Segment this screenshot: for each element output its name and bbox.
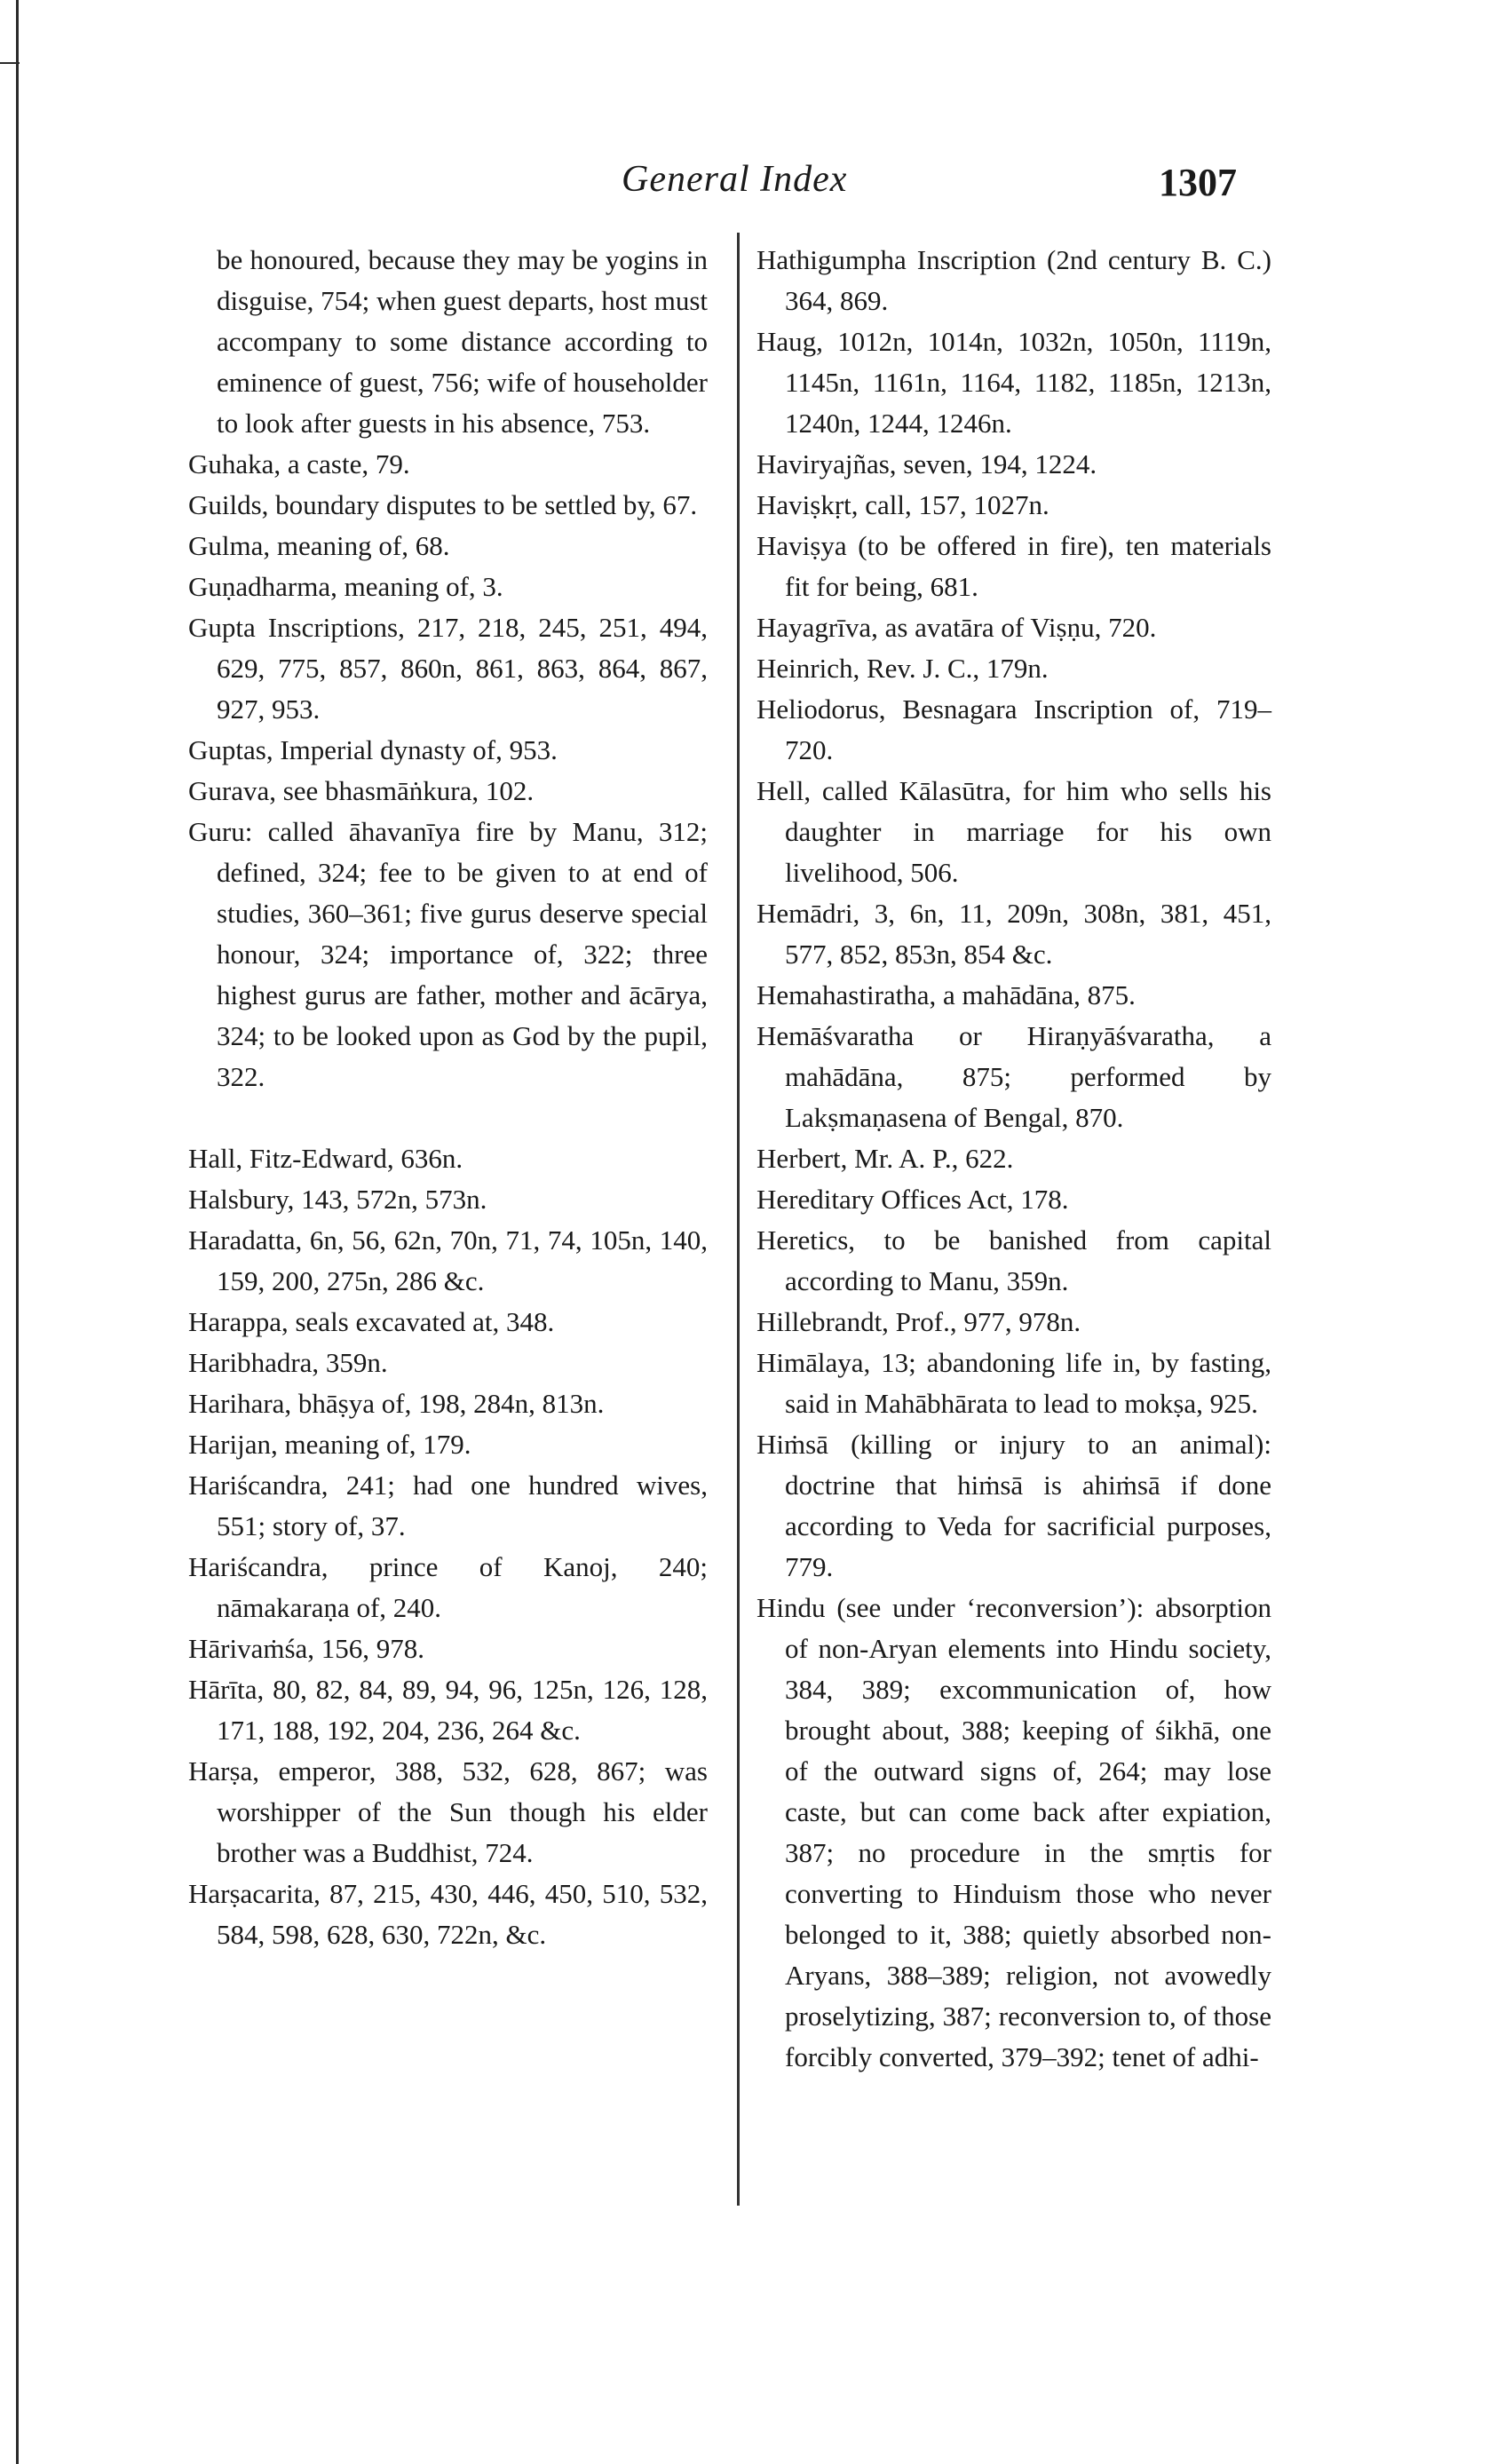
scan-edge-line bbox=[16, 0, 19, 2464]
entry-list-g bbox=[188, 444, 708, 1097]
index-entry: Harappa, seals excavated at, 348. bbox=[188, 1306, 555, 1337]
index-entry: Gurava, see bhasmāṅkura, 102. bbox=[188, 775, 535, 806]
index-entry: Heretics, to be banished from capital according to Manu, 359n. bbox=[756, 1224, 1271, 1296]
right-column bbox=[756, 240, 1271, 2078]
index-entry: Heliodorus, Besnagara Inscription of, 719–720. bbox=[756, 693, 1271, 765]
index-entry: Hemahastiratha, a mahādāna, 875. bbox=[756, 979, 1136, 1010]
index-entry: Hārivaṁśa, 156, 978. bbox=[188, 1633, 425, 1664]
index-entry: Hall, Fitz-Edward, 636n. bbox=[188, 1143, 463, 1174]
index-entry: Himālaya, 13; abandoning life in, by fasting, said in Mahābhārata to lead to mokṣa, 925. bbox=[756, 1347, 1271, 1419]
index-entry: Hayagrīva, as avatāra of Viṣṇu, 720. bbox=[756, 612, 1157, 643]
index-entry: Haribhadra, 359n. bbox=[188, 1347, 388, 1378]
left-column bbox=[188, 240, 708, 1955]
column-divider bbox=[737, 233, 740, 2206]
index-entry: Hariścandra, prince of Kanoj, 240; nāmakaraṇa of, 240. bbox=[188, 1551, 708, 1623]
index-entry: Gulma, meaning of, 68. bbox=[188, 530, 450, 561]
index-entry: Haradatta, 6n, 56, 62n, 70n, 71, 74, 105n, 140, 159, 200, 275n, 286 &c. bbox=[188, 1224, 708, 1296]
index-entry: Haug, 1012n, 1014n, 1032n, 1050n, 1119n, 1145n, 1161n, 1164, 1182, 1185n, 1213n, 1240n, 1244, 1246n. bbox=[756, 326, 1271, 439]
index-entry: Harihara, bhāṣya of, 198, 284n, 813n. bbox=[188, 1388, 605, 1419]
page-number: 1307 bbox=[1159, 161, 1237, 204]
index-entry: Guru: called āhavanīya fire by Manu, 312; defined, 324; fee to be given to at end of studies, 360–361; five gurus deserve special honour, 324; importance of, 322; three highest gurus are father, mother and ācārya, 324; to be looked upon as God by the pupil, 322. bbox=[188, 816, 708, 1092]
index-entry: Guilds, boundary disputes to be settled by, 67. bbox=[188, 489, 698, 520]
index-entry: Harṣa, emperor, 388, 532, 628, 867; was worshipper of the Sun though his elder brother was a Buddhist, 724. bbox=[188, 1755, 708, 1868]
running-header-title: General Index bbox=[622, 159, 848, 200]
index-entry: Guhaka, a caste, 79. bbox=[188, 448, 410, 479]
index-entry: Hemāśvaratha or Hiraṇyāśvaratha, a mahādāna, 875; performed by Lakṣmaṇasena of Bengal, 870. bbox=[756, 1020, 1271, 1133]
index-entry: Heinrich, Rev. J. C., 179n. bbox=[756, 653, 1049, 684]
index-entry: Hell, called Kālasūtra, for him who sells his daughter in marriage for his own livelihood, 506. bbox=[756, 775, 1271, 888]
index-entry: Haviṣkṛt, call, 157, 1027n. bbox=[756, 489, 1049, 520]
index-entry: Halsbury, 143, 572n, 573n. bbox=[188, 1184, 487, 1215]
index-entry: Guptas, Imperial dynasty of, 953. bbox=[188, 734, 558, 765]
index-entry: Hereditary Offices Act, 178. bbox=[756, 1184, 1069, 1215]
index-entry: Herbert, Mr. A. P., 622. bbox=[756, 1143, 1014, 1174]
entry-list-h-continued bbox=[756, 240, 1271, 2078]
index-entry: Gupta Inscriptions, 217, 218, 245, 251, 494, 629, 775, 857, 860n, 861, 863, 864, 867, 927, 953. bbox=[188, 612, 708, 725]
index-entry: Hariścandra, 241; had one hundred wives, 551; story of, 37. bbox=[188, 1470, 708, 1541]
continued-entry: be honoured, because they may be yogins in disguise, 754; when guest departs, host must accompany to some distance according to eminence of guest, 756; wife of householder to look after guests in his absence, 753. bbox=[217, 244, 708, 439]
letter-gap bbox=[188, 1097, 708, 1138]
index-entry: Haviṣya (to be offered in fire), ten materials fit for being, 681. bbox=[756, 530, 1271, 602]
index-entry: Harṣacarita, 87, 215, 430, 446, 450, 510, 532, 584, 598, 628, 630, 722n, &c. bbox=[188, 1878, 708, 1950]
index-entry: Hathigumpha Inscription (2nd century B. C.) 364, 869. bbox=[756, 244, 1271, 316]
index-entry: Hindu (see under ‘reconversion’): absorption of non-Aryan elements into Hindu society, 384, 389; excommunication of, how brought about, 388; keeping of śikhā, one of the outward signs of, 264; may lose caste, but can come back after expiation, 387; no procedure in the smṛtis for converting to Hinduism those who never belonged to it, 388; quietly absorbed non-Aryans, 388–389; religion, not avowedly proselytizing, 387; reconversion to, of those forcibly converted, 379–392; tenet of adhi- bbox=[756, 1592, 1271, 2072]
index-entry: Hillebrandt, Prof., 977, 978n. bbox=[756, 1306, 1081, 1337]
index-entry: Hemādri, 3, 6n, 11, 209n, 308n, 381, 451, 577, 852, 853n, 854 &c. bbox=[756, 898, 1271, 970]
scan-edge-line bbox=[0, 62, 20, 64]
index-entry: Haviryajñas, seven, 194, 1224. bbox=[756, 448, 1097, 479]
index-entry: Hiṁsā (killing or injury to an animal): doctrine that hiṁsā is ahiṁsā if done according to Veda for sacrificial purposes, 779. bbox=[756, 1429, 1271, 1582]
index-entry: Harijan, meaning of, 179. bbox=[188, 1429, 471, 1460]
index-entry: Guṇadharma, meaning of, 3. bbox=[188, 571, 503, 602]
index-entry: Hārīta, 80, 82, 84, 89, 94, 96, 125n, 126, 128, 171, 188, 192, 204, 236, 264 &c. bbox=[188, 1674, 708, 1746]
entry-list-h bbox=[188, 1138, 708, 1955]
